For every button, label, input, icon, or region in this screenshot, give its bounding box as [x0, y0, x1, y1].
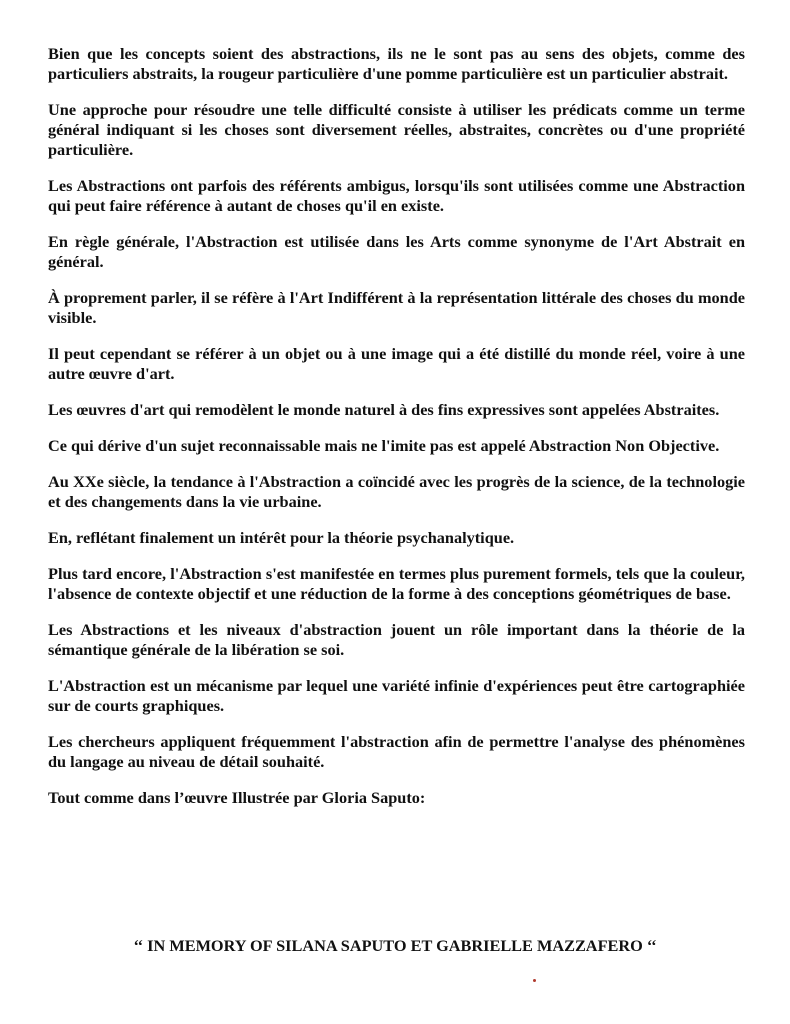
paragraph-15: Tout comme dans l’œuvre Illustrée par Gloria Saputo: — [48, 788, 426, 807]
paragraph-12: Les Abstractions et les niveaux d'abstraction jouent un rôle important dans la théorie de la sémantique générale de la libération se soi. — [48, 620, 745, 659]
paragraph-13: L'Abstraction est un mécanisme par lequel une variété infinie d'expériences peut être cartographiée sur de courts graphiques. — [48, 676, 745, 715]
paragraph-5: À proprement parler, il se réfère à l'Art Indifférent à la représentation littérale des choses du monde visible. — [48, 288, 745, 327]
paragraph-3: Les Abstractions ont parfois des référents ambigus, lorsqu'ils sont utilisées comme une Abstraction qui peut faire référence à autant de choses qu'il en existe. — [48, 176, 745, 215]
paragraph-7: Les œuvres d'art qui remodèlent le monde naturel à des fins expressives sont appelées Abstraites. — [48, 400, 720, 419]
paragraph-10: En, reflétant finalement un intérêt pour la théorie psychanalytique. — [48, 528, 515, 547]
paragraph-2: Une approche pour résoudre une telle difficulté consiste à utiliser les prédicats comme un terme général indiquant si les choses sont diversement réelles, abstraites, concrètes ou d'une propriété particulière. — [48, 100, 745, 159]
paragraph-11: Plus tard encore, l'Abstraction s'est manifestée en termes plus purement formels, tels que la couleur, l'absence de contexte objectif et une réduction de la forme à des conceptions géométriques de base. — [48, 564, 745, 603]
ink-speck — [533, 979, 536, 982]
paragraph-6: Il peut cependant se référer à un objet ou à une image qui a été distillé du monde réel, voire à une autre œuvre d'art. — [48, 344, 745, 383]
memorial-dedication: ‘‘ IN MEMORY OF SILANA SAPUTO ET GABRIELLE MAZZAFERO ‘‘ — [133, 936, 657, 955]
paragraph-14: Les chercheurs appliquent fréquemment l'abstraction afin de permettre l'analyse des phénomènes du langage au niveau de détail souhaité. — [48, 732, 745, 771]
document-body — [48, 44, 745, 808]
paragraph-8: Ce qui dérive d'un sujet reconnaissable mais ne l'imite pas est appelé Abstraction Non Objective. — [48, 436, 720, 455]
paragraph-9: Au XXe siècle, la tendance à l'Abstraction a coïncidé avec les progrès de la science, de la technologie et des changements dans la vie urbaine. — [48, 472, 745, 511]
paragraph-4: En règle générale, l'Abstraction est utilisée dans les Arts comme synonyme de l'Art Abstrait en général. — [48, 232, 745, 271]
paragraph-1: Bien que les concepts soient des abstractions, ils ne le sont pas au sens des objets, comme des particuliers abstraits, la rougeur particulière d'une pomme particulière est un particulier abstrait. — [48, 44, 745, 83]
